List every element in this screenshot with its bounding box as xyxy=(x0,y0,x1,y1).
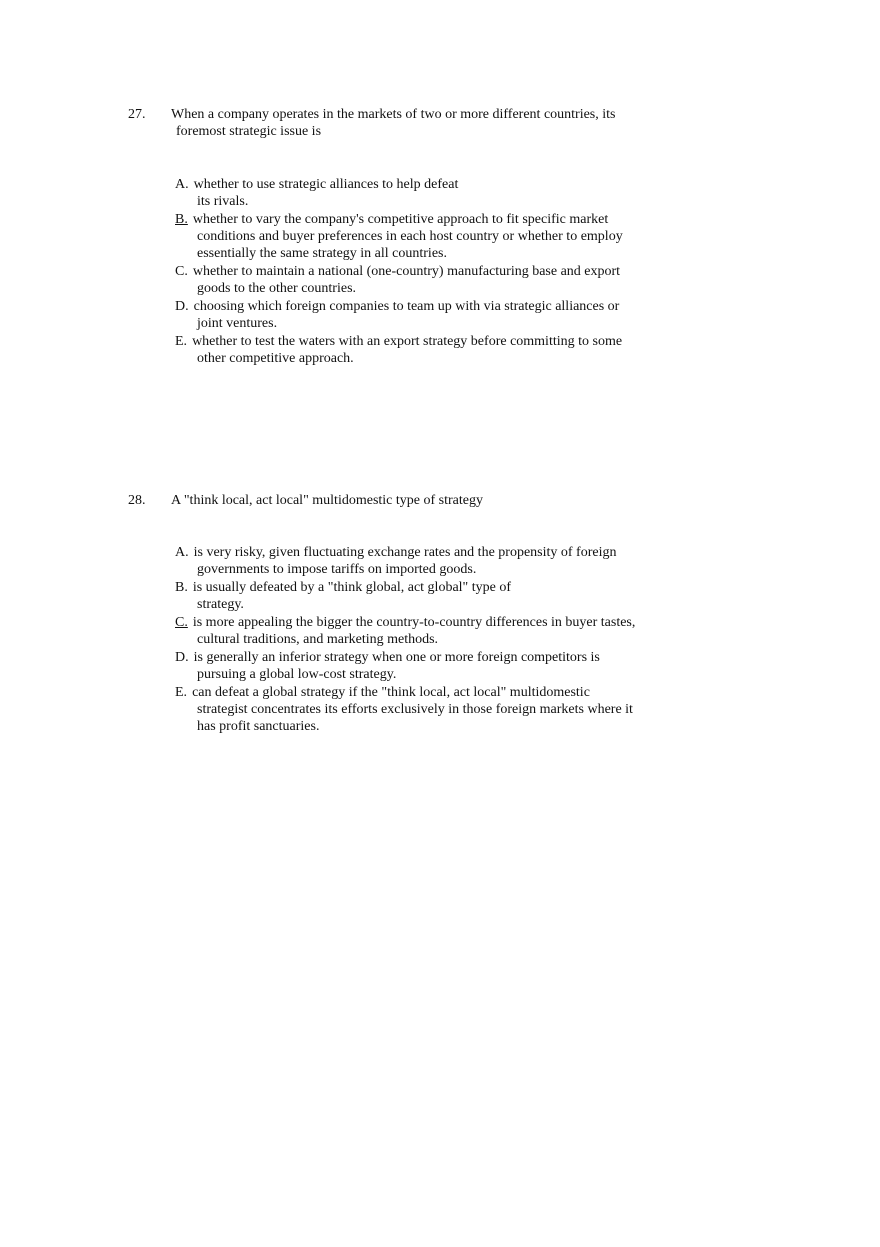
option-text: goods to the other countries. xyxy=(197,281,357,296)
option-letter-correct: B. xyxy=(175,212,188,227)
option-letter: E. xyxy=(175,685,188,700)
answer-option-e[interactable] xyxy=(175,684,655,735)
question-28 xyxy=(128,492,668,734)
option-text: joint ventures. xyxy=(197,316,278,331)
option-text: essentially the same strategy in all countries. xyxy=(197,246,447,261)
option-text: cultural traditions, and marketing methods. xyxy=(197,632,439,647)
option-text: is usually defeated by a "think global, act global" type of xyxy=(192,580,512,595)
question-number: 27. xyxy=(128,107,146,122)
option-text: is very risky, given fluctuating exchange rates and the propensity of foreign xyxy=(193,545,617,560)
option-text: whether to test the waters with an export strategy before committing to some xyxy=(192,334,623,349)
option-text: can defeat a global strategy if the "think local, act local" multidomestic xyxy=(192,685,590,700)
option-letter: E. xyxy=(175,334,188,349)
question-stem xyxy=(128,492,668,509)
answer-option-d[interactable] xyxy=(175,649,655,683)
answer-option-c[interactable] xyxy=(175,614,655,648)
question-stem-line: A "think local, act local" multidomestic type of strategy xyxy=(171,493,483,508)
answer-option-b[interactable] xyxy=(175,211,655,262)
option-text: governments to impose tariffs on imported goods. xyxy=(197,562,477,577)
answer-option-a[interactable] xyxy=(175,176,655,210)
option-letter: D. xyxy=(175,650,189,665)
option-letter: B. xyxy=(175,580,188,595)
option-text: choosing which foreign companies to team up with via strategic alliances or xyxy=(193,299,620,314)
question-header xyxy=(128,492,668,509)
question-stem-line: When a company operates in the markets of two or more different countries, its xyxy=(171,107,616,122)
option-letter: A. xyxy=(175,177,189,192)
question-27 xyxy=(128,106,668,366)
option-text: conditions and buyer preferences in each host country or whether to employ xyxy=(197,229,623,244)
option-text: whether to vary the company's competitive approach to fit specific market xyxy=(192,212,609,227)
answer-option-d[interactable] xyxy=(175,298,655,332)
option-text: pursuing a global low-cost strategy. xyxy=(197,667,397,682)
question-number: 28. xyxy=(128,493,146,508)
option-letter: C. xyxy=(175,264,188,279)
answer-option-a[interactable] xyxy=(175,544,655,578)
option-text: its rivals. xyxy=(197,194,249,209)
answer-option-e[interactable] xyxy=(175,333,655,367)
option-letter-correct: C. xyxy=(175,615,188,630)
option-text: is generally an inferior strategy when one or more foreign competitors is xyxy=(193,650,600,665)
option-text: strategy. xyxy=(197,597,244,612)
question-stem xyxy=(128,106,668,140)
option-text: has profit sanctuaries. xyxy=(197,719,320,734)
option-text: whether to maintain a national (one-country) manufacturing base and export xyxy=(192,264,621,279)
answer-option-c[interactable] xyxy=(175,263,655,297)
question-header xyxy=(128,106,668,140)
option-text: is more appealing the bigger the country-to-country differences in buyer tastes, xyxy=(192,615,636,630)
option-letter: A. xyxy=(175,545,189,560)
option-text: whether to use strategic alliances to help defeat xyxy=(193,177,459,192)
answer-option-b[interactable] xyxy=(175,579,655,613)
question-stem-line: foremost strategic issue is xyxy=(176,124,322,139)
option-letter: D. xyxy=(175,299,189,314)
option-text: other competitive approach. xyxy=(197,351,354,366)
option-text: strategist concentrates its efforts exclusively in those foreign markets where it xyxy=(197,702,633,717)
